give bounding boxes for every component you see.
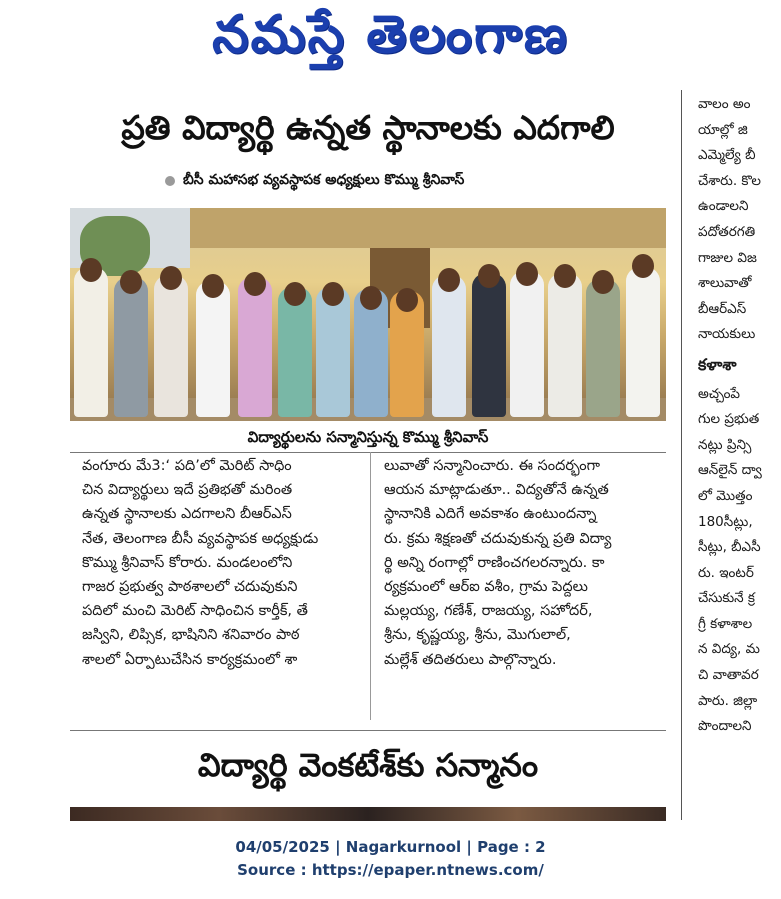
- photo-head: [80, 258, 102, 282]
- text-line: నట్లు ప్రిన్సి: [698, 436, 752, 453]
- text-line: న విద్య, మ: [698, 641, 760, 658]
- text-line: చిన విద్యార్థులు ఇదే ప్రతిభతో మరింత: [82, 482, 293, 499]
- photo-head: [244, 272, 266, 296]
- text-line: లువాతో సన్మానించారు. ఈ సందర్భంగా: [384, 458, 600, 474]
- photo-person: [626, 267, 660, 417]
- text-line: గాజర ప్రభుత్వ పాఠశాలలో చదువుకుని: [82, 579, 298, 596]
- text-line: పదోతరగతి: [698, 223, 756, 240]
- text-line: శ్రీను, కృష్ణయ్య, శ్రీను, మొగులాల్,: [384, 627, 571, 644]
- photo-person: [114, 277, 148, 417]
- photo-head: [438, 268, 460, 292]
- column-divider: [370, 452, 371, 720]
- text-line: పారు. జిల్లా: [698, 692, 758, 709]
- text-line: కొమ్ము శ్రీనివాస్ కోరారు. మండలంలోని: [82, 554, 293, 571]
- text-line: వాలం అం: [698, 96, 751, 112]
- text-line: ఆన్‌లైన్ ద్వా: [698, 462, 762, 479]
- text-line: రు. ఇంటర్: [698, 564, 754, 581]
- photo-head: [360, 286, 382, 310]
- right-column-clipped: [698, 92, 781, 817]
- photo-head: [322, 282, 344, 306]
- photo-person: [432, 275, 466, 417]
- photo-person: [586, 279, 620, 417]
- photo-head: [284, 282, 306, 306]
- article-separator: [70, 730, 666, 731]
- photo-head: [478, 264, 500, 288]
- second-article-headline: విద్యార్థి వెంకటేశ్‌కు సన్మానం: [197, 746, 539, 784]
- text-line: ర్యక్రమంలో ఆర్ఐ వశీం, గ్రామ పెద్దలు: [384, 579, 588, 596]
- text-line: గాజుల విజ: [698, 249, 757, 266]
- text-line: ఉండాలని: [698, 198, 749, 215]
- text-line: స్థానానికి ఎదిగే అవకాశం ఉంటుందన్నా: [384, 506, 597, 523]
- article-headline: ప్రతి విద్యార్థి ఉన్నత స్థానాలకు ఎదగాలి: [121, 108, 615, 147]
- article-column-2: [384, 454, 664, 672]
- photo-head: [120, 270, 142, 294]
- text-line: పదిలో మంచి మెరిట్ సాధించిన కార్తీక్, తే: [82, 603, 308, 620]
- text-line: మల్లయ్య, గణేశ్, రాజయ్య, సహోదర్,: [384, 603, 593, 620]
- photo-head: [160, 266, 182, 290]
- text-line: శాలలో ఏర్పాటుచేసిన కార్యక్రమంలో శా: [82, 651, 298, 668]
- text-line: మల్లేశ్ తదితరులు పాల్గొన్నారు.: [384, 651, 557, 668]
- right-column-subhead: కళాశా: [698, 354, 737, 374]
- text-line: నేత, తెలంగాణ బీసీ వ్యవస్థాపక అధ్యక్షుడు: [82, 530, 319, 547]
- text-line: అచ్చంపే: [698, 385, 741, 402]
- text-line: నాయకులు: [698, 326, 756, 343]
- text-line: వంగూరు మే3:‘ పది’లో మెరిట్ సాధిం: [82, 458, 292, 474]
- text-line: యాల్లో జి: [698, 121, 748, 138]
- text-line: సీట్లు, బీఎసీ: [698, 539, 761, 556]
- caption-rule: [70, 452, 666, 453]
- text-line: లో మొత్తం: [698, 487, 753, 504]
- photo-person: [238, 277, 272, 417]
- photo-head: [516, 262, 538, 286]
- text-line: గుల ప్రభుత: [698, 411, 760, 428]
- photo-head: [396, 288, 418, 312]
- footer-date-line: 04/05/2025 | Nagarkurnool | Page : 2: [235, 838, 546, 856]
- photo-person: [154, 275, 188, 417]
- article-column-1: [82, 454, 362, 672]
- second-article-photo: [70, 807, 666, 821]
- article-subhead: [165, 172, 464, 191]
- photo-person: [472, 273, 506, 417]
- photo-person: [316, 287, 350, 417]
- page-footer: [0, 836, 781, 882]
- text-line: పొందాలని: [698, 718, 752, 735]
- photo-person: [74, 267, 108, 417]
- photo-head: [202, 274, 224, 298]
- photo-person: [548, 273, 582, 417]
- right-column-divider: [681, 90, 682, 820]
- text-line: శాలువాతో: [698, 275, 752, 292]
- text-line: గ్రీ కళాశాల: [698, 615, 753, 632]
- photo-person: [196, 281, 230, 417]
- photo-head: [592, 270, 614, 294]
- photo-person: [510, 271, 544, 417]
- text-line: ఆయన మాట్లాడుతూ.. విద్యతోనే ఉన్నత: [384, 482, 609, 499]
- text-line: జస్విని, లిప్సిక, భాషినిని శనివారం పాఠ: [82, 627, 300, 644]
- text-line: ఎమ్మెల్యే బీ: [698, 147, 756, 164]
- article-photo: [70, 208, 666, 421]
- photo-person: [278, 287, 312, 417]
- text-line: చేశారు. కొల: [698, 172, 761, 189]
- photo-head: [554, 264, 576, 288]
- text-line: చి వాతావర: [698, 667, 759, 684]
- text-line: చేసుకునే క్ర: [698, 590, 755, 607]
- photo-head: [632, 254, 654, 278]
- text-line: ఉన్నత స్థానాలకు ఎదగాలని బీఆర్ఎస్: [82, 506, 292, 523]
- photo-caption: విద్యార్థులను సన్మానిస్తున్న కొమ్ము శ్రీనివాస్: [247, 428, 489, 446]
- text-line: ర్థి అన్ని రంగాల్లో రాణించగలరన్నారు. కా: [384, 554, 605, 571]
- text-line: 180సీట్లు,: [698, 513, 753, 530]
- text-line: రు. క్రమ శిక్షణతో చదువుకున్న ప్రతి విద్యా: [384, 530, 612, 547]
- subhead-text: బీసీ మహాసభ వ్యవస్థాపక అధ్యక్షులు కొమ్ము శ్రీనివాస్: [183, 172, 465, 188]
- footer-source-link[interactable]: Source : https://epaper.ntnews.com/: [237, 861, 544, 879]
- masthead-logo: నమస్తే తెలంగాణ: [212, 4, 569, 65]
- text-line: బీఆర్ఎస్: [698, 300, 747, 317]
